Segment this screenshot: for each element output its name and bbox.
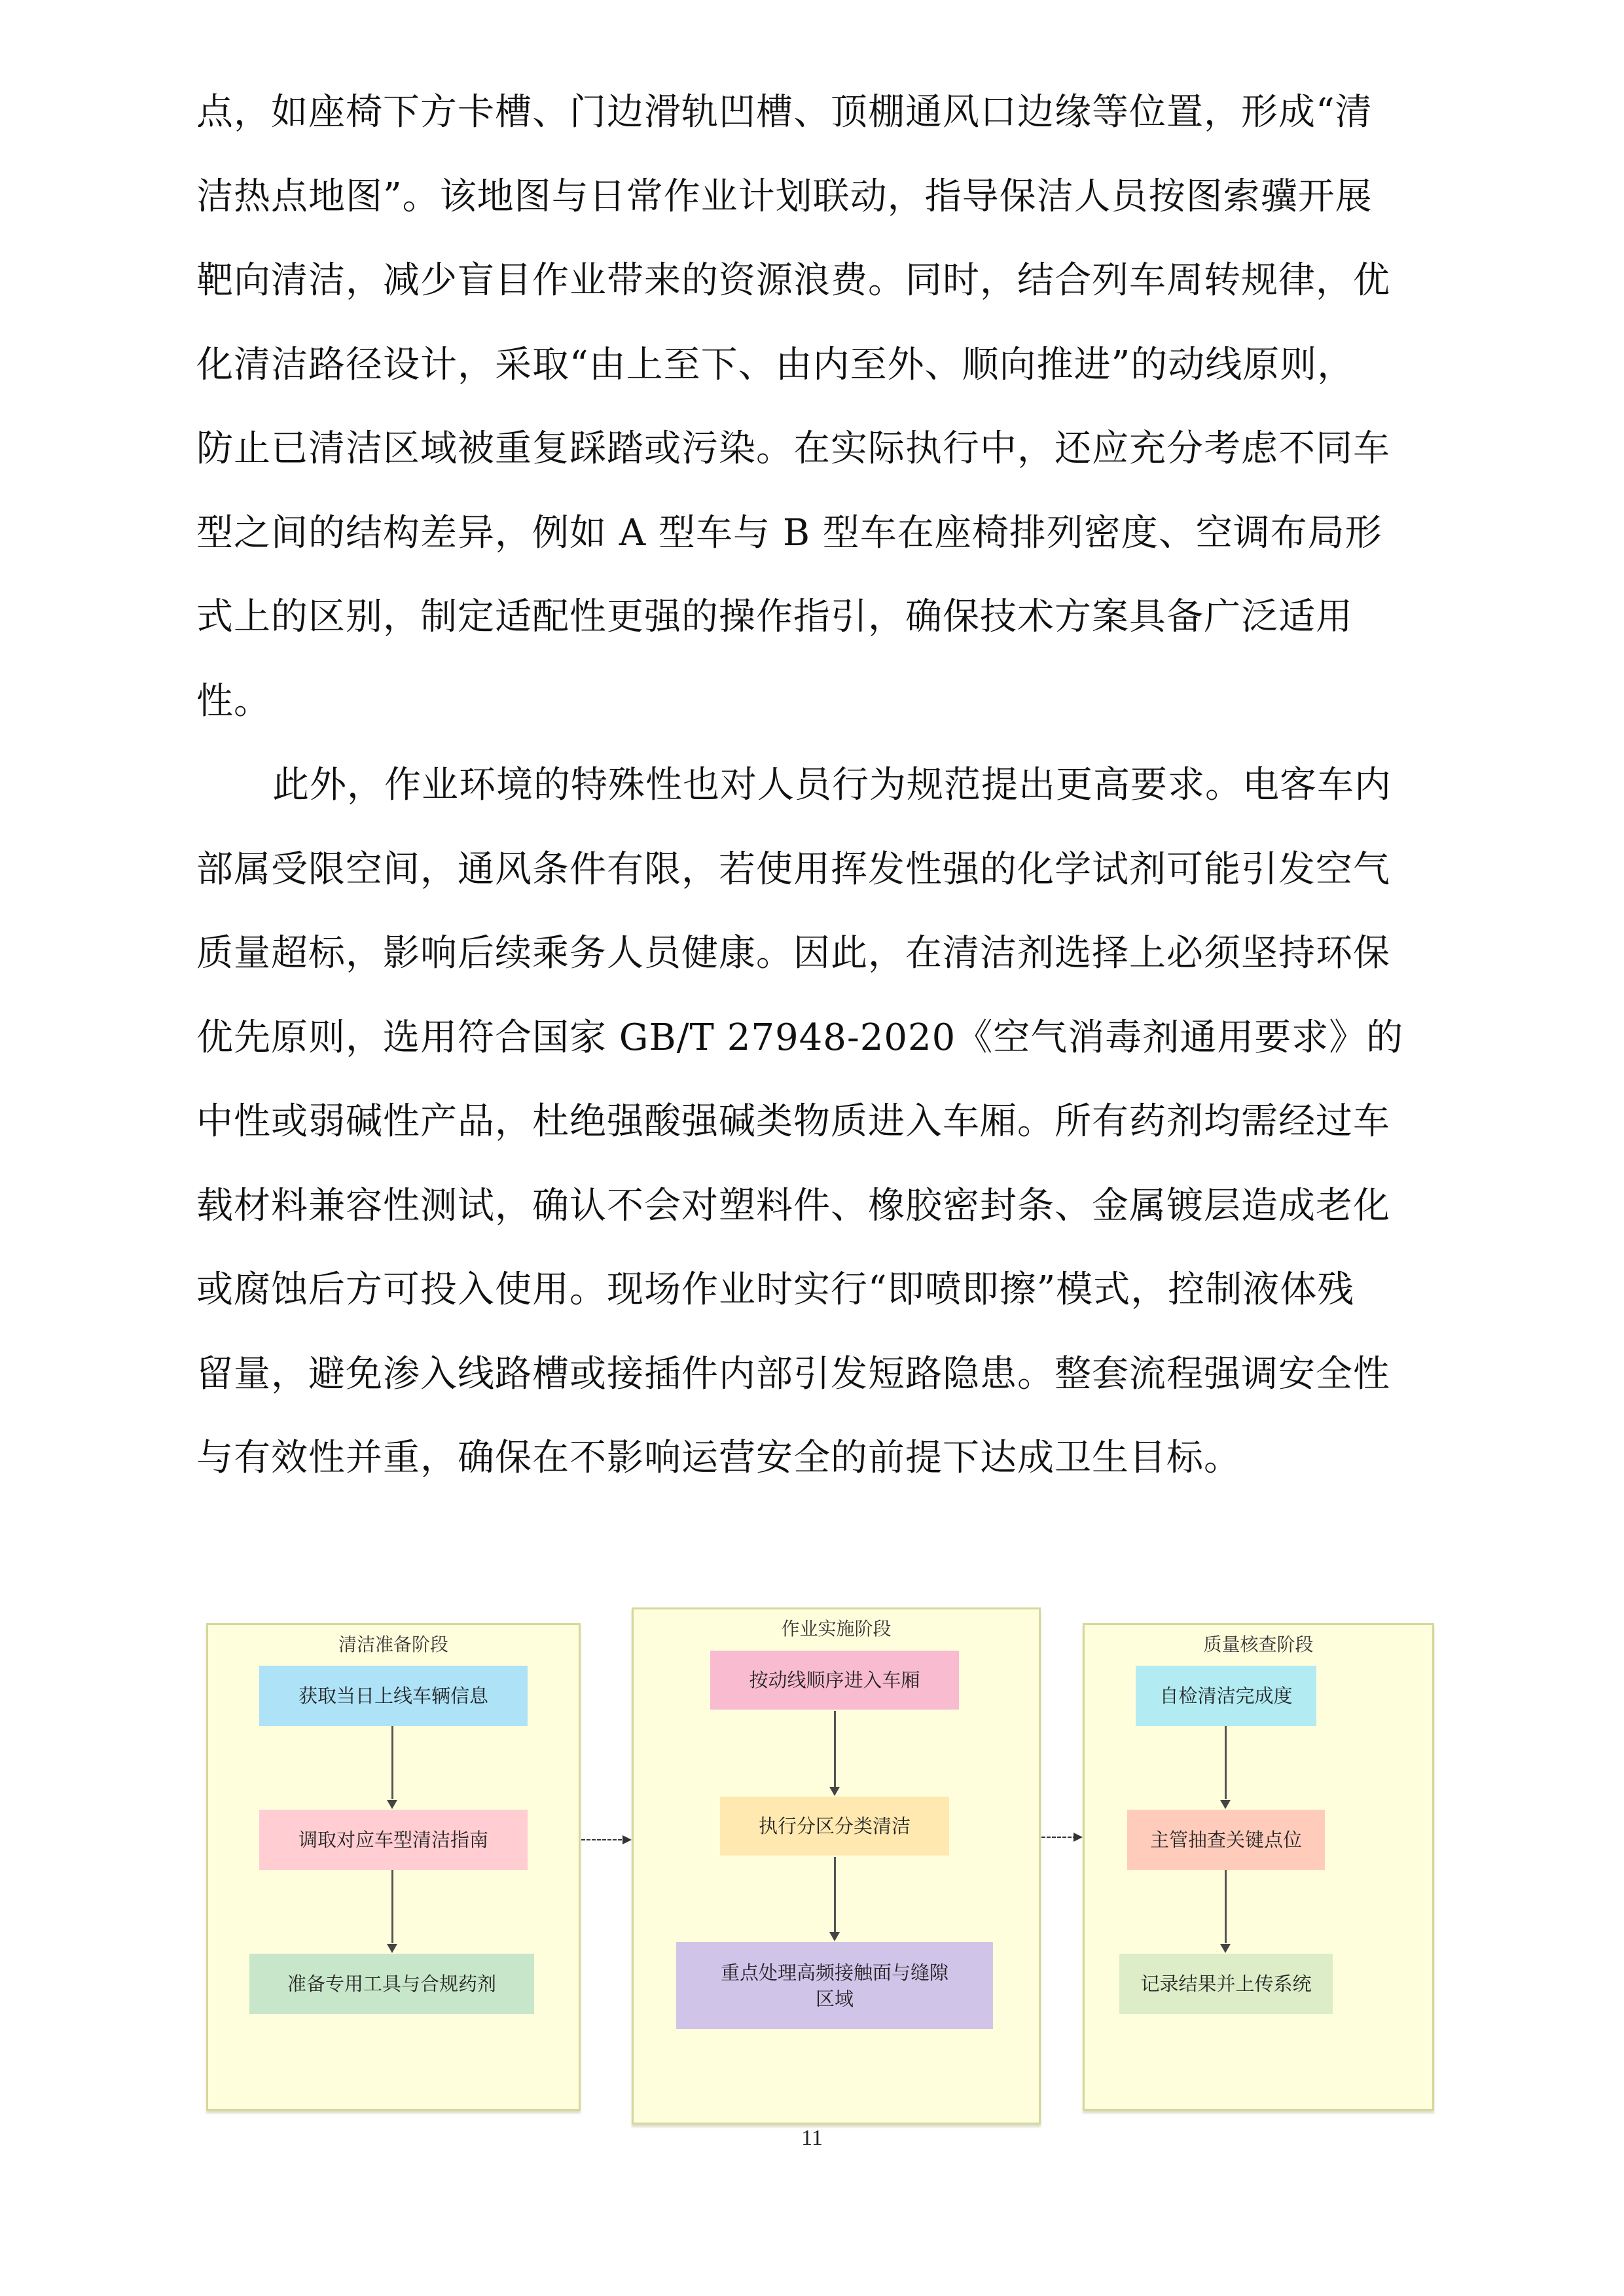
arrow-down-icon [1220,1800,1231,1809]
text-line: 式上的区别，制定适配性更强的操作指引，确保技术方案具备广泛适用 [196,596,1353,638]
arrow-down-icon [387,1800,397,1809]
connector-line [391,1870,393,1943]
connector-line [391,1726,393,1799]
text-line: 洁热点地图”。该地图与日常作业计划联动，指导保洁人员按图索骥开展 [196,175,1373,218]
connector-line [1225,1870,1227,1943]
text-line: 留量，避免渗入线路槽或接插件内部引发短路隐患。整套流程强调安全性 [196,1352,1390,1395]
step-high-touch-areas: 重点处理高频接触面与缝隙区域 [676,1942,993,2029]
step-zone-cleaning: 执行分区分类清洁 [720,1797,949,1856]
arrow-down-icon [1220,1944,1231,1953]
text-line: 优先原则，选用符合国家 GB/T 27948-2020《空气消毒剂通用要求》的 [196,1016,1404,1059]
arrow-down-icon [387,1944,397,1953]
step-enter-carriage: 按动线顺序进入车厢 [710,1651,959,1710]
arrow-right-icon [1074,1833,1083,1842]
step-supervisor-spot-check: 主管抽查关键点位 [1127,1810,1325,1870]
stage-connector-line [581,1839,623,1840]
arrow-right-icon [623,1835,632,1844]
stage-title: 质量核查阶段 [1203,1634,1314,1655]
text-line: 防止已清洁区域被重复踩踏或污染。在实际执行中，还应充分考虑不同车 [196,427,1390,470]
connector-line [1225,1726,1227,1799]
stage-title: 作业实施阶段 [781,1618,892,1640]
text-line: 点，如座椅下方卡槽、门边滑轨凹槽、顶棚通风口边缘等位置，形成“清 [196,91,1373,134]
text-line: 与有效性并重，确保在不影响运营安全的前提下达成卫生目标。 [196,1437,1241,1479]
stage-connector-line [1041,1837,1074,1838]
text-line: 或腐蚀后方可投入使用。现场作业时实行“即喷即擦”模式，控制液体残 [196,1268,1355,1311]
text-line: 型之间的结构差异，例如 A 型车与 B 型车在座椅排列密度、空调布局形 [196,511,1382,554]
arrow-down-icon [829,1787,840,1796]
step-prepare-tools: 准备专用工具与合规药剂 [249,1954,534,2014]
stage-title: 清洁准备阶段 [338,1634,448,1655]
step-fetch-cleaning-guide: 调取对应车型清洁指南 [259,1810,528,1870]
text-line: 靶向清洁，减少盲目作业带来的资源浪费。同时，结合列车周转规律，优 [196,259,1390,302]
step-get-vehicle-info: 获取当日上线车辆信息 [259,1666,528,1726]
text-line: 此外，作业环境的特殊性也对人员行为规范提出更高要求。电客车内 [272,764,1392,806]
paragraph-1 [196,71,1427,744]
paragraph-2 [196,744,1427,1501]
text-line: 性。 [196,679,271,723]
text-line: 载材料兼容性测试，确认不会对塑料件、橡胶密封条、金属镀层造成老化 [196,1184,1390,1227]
step-self-check: 自检清洁完成度 [1136,1666,1316,1726]
arrow-down-icon [829,1932,840,1941]
text-line: 化清洁路径设计，采取“由上至下、由内至外、顺向推进”的动线原则， [196,343,1355,386]
page-number: 11 [801,2126,823,2150]
text-line: 质量超标，影响后续乘务人员健康。因此，在清洁剂选择上必须坚持环保 [196,932,1390,975]
text-line: 中性或弱碱性产品，杜绝强酸强碱类物质进入车厢。所有药剂均需经过车 [196,1100,1390,1143]
connector-line [834,1857,836,1932]
connector-line [834,1711,836,1787]
text-line: 部属受限空间，通风条件有限，若使用挥发性强的化学试剂可能引发空气 [196,848,1390,891]
step-record-upload: 记录结果并上传系统 [1119,1954,1333,2014]
